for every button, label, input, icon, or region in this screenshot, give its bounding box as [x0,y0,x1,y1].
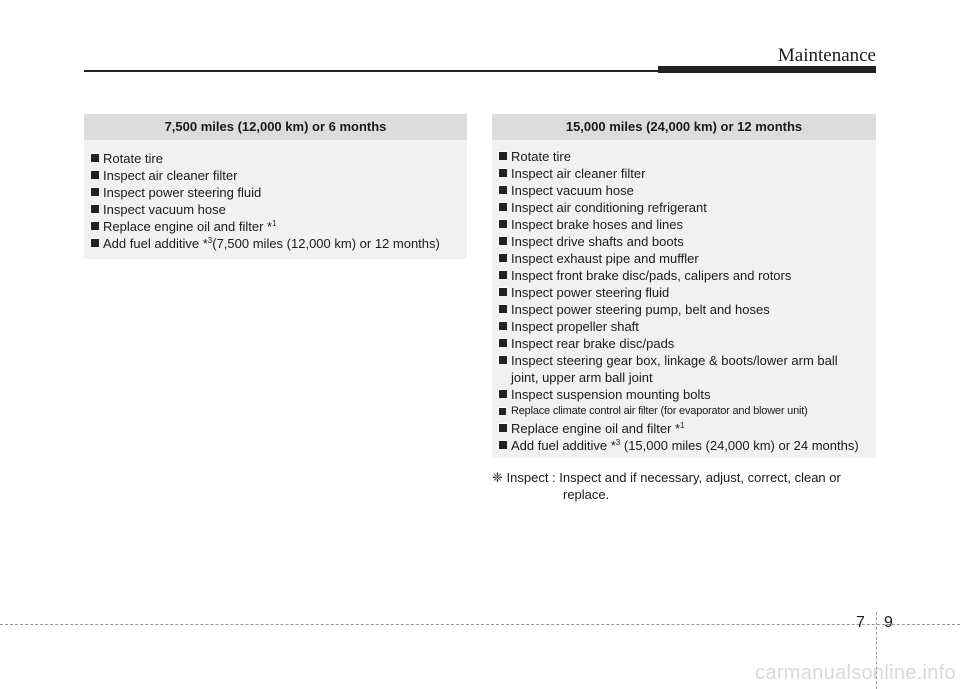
checklist-item: Inspect power steering fluid [90,184,467,201]
watermark: carmanualsonline.info [755,662,956,684]
checklist-item: Replace engine oil and filter *$^1$ [90,218,467,235]
checklist-item: Inspect power steering fluid [498,284,876,301]
checklist-item: Add fuel additive *$^3$ (15,000 miles (24,000 km) or 24 months) [498,437,876,454]
section-title: Maintenance [777,45,876,66]
checkbox-icon [90,187,99,196]
checkbox-icon [498,338,507,347]
checkbox-icon [90,153,99,162]
checklist-item: Inspect brake hoses and lines [498,216,876,233]
footnote-marker: 1 [272,219,277,228]
checklist-item: Inspect vacuum hose [90,201,467,218]
footnote-marker: 3 [207,236,213,245]
checklist-item: Inspect air conditioning refrigerant [498,199,876,216]
panel-15000-checklist [492,140,876,454]
checklist-item: Inspect power steering pump, belt and hoses [498,301,876,318]
checkbox-icon [498,389,507,398]
checklist-item: Inspect suspension mounting bolts [498,386,876,403]
checklist-item: Inspect exhaust pipe and muffler [498,250,876,267]
panel-15000-title: 15,000 miles (24,000 km) or 12 months [492,114,876,140]
checklist-item: Rotate tire [498,148,876,165]
checkbox-icon [498,185,507,194]
checkbox-icon [498,151,507,160]
checkbox-icon [90,204,99,213]
checklist-item: Inspect air cleaner filter [498,165,876,182]
checklist-item: Inspect propeller shaft [498,318,876,335]
checkbox-icon [498,440,507,449]
inspect-note-line1: ❈ Inspect : Inspect and if necessary, adjust, correct, clean or [492,470,841,485]
checkbox-icon [498,168,507,177]
checkbox-icon [498,253,507,262]
footnote-marker: 1 [680,421,685,430]
checkbox-icon [498,321,507,330]
panel-7500-title: 7,500 miles (12,000 km) or 6 months [84,114,467,140]
checkbox-icon [498,287,507,296]
header-rule-thick [658,66,876,73]
checkbox-icon [90,238,99,247]
footnote-marker: 3 [615,438,621,447]
checkbox-icon [90,170,99,179]
checkbox-icon [90,221,99,230]
checkbox-icon [498,202,507,211]
asterism-icon: ❈ [492,470,503,485]
checkbox-icon [498,219,507,228]
checklist-item: Inspect vacuum hose [498,182,876,199]
footer-divider [0,624,960,625]
header-rule-thin [84,70,660,72]
checklist-item: Inspect drive shafts and boots [498,233,876,250]
checkbox-icon [498,270,507,279]
panel-15000-miles [492,114,876,458]
checklist-item: Replace engine oil and filter *$^1$ [498,420,876,437]
panel-7500-checklist [84,140,467,252]
inspect-note-line2: replace. [563,487,610,502]
checklist-item: Rotate tire [90,150,467,167]
checkbox-icon [498,355,507,364]
checkbox-icon [498,423,507,432]
checklist-item: Replace climate control air filter (for evaporator and blower unit) [498,403,876,420]
panel-7500-miles [84,114,467,259]
checklist-item: Add fuel additive *$^3$(7,500 miles (12,000 km) or 12 months) [90,235,467,252]
checklist-item: Inspect air cleaner filter [90,167,467,184]
checkbox-icon [498,236,507,245]
checklist-item: Inspect rear brake disc/pads [498,335,876,352]
checkbox-icon [498,304,507,313]
checklist-item: Inspect steering gear box, linkage & boots/lower arm ball joint, upper arm ball joint [498,352,876,386]
checklist-item: Inspect front brake disc/pads, calipers and rotors [498,267,876,284]
checkbox-icon [498,407,506,415]
chapter-number: 7 [856,614,865,631]
page-number: 9 [884,614,893,631]
inspect-note [492,469,876,503]
